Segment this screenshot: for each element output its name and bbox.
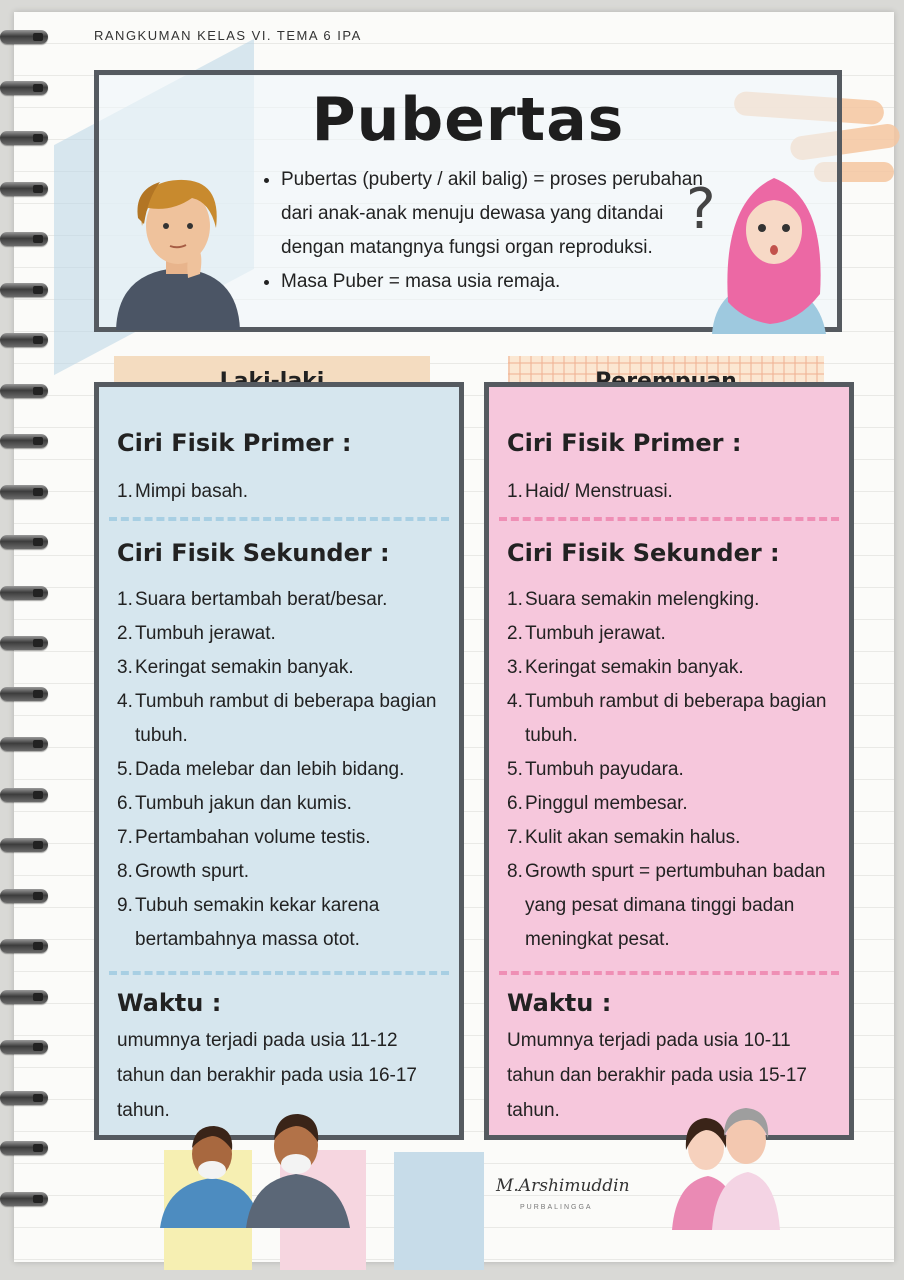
spiral-ring [0, 1192, 48, 1206]
spiral-binding [0, 30, 52, 1250]
spiral-ring [0, 535, 48, 549]
spiral-ring [0, 889, 48, 903]
list-item: 3. Keringat semakin banyak. [507, 657, 744, 678]
list-item: 2. Tumbuh jerawat. [117, 623, 276, 644]
list-item: 3. Keringat semakin banyak. [117, 657, 354, 678]
spiral-ring [0, 939, 48, 953]
blue-sticky-note [394, 1152, 484, 1270]
list-item: 8. Growth spurt. [117, 861, 250, 882]
male-secondary-list [117, 583, 457, 957]
list-item: 1. Mimpi basah. [117, 481, 248, 502]
female-secondary-list [507, 583, 847, 957]
dashed-divider [109, 517, 449, 521]
list-item: 7. Pertambahan volume testis. [117, 827, 371, 848]
list-item: 4. Tumbuh rambut di beberapa bagian tubuh. [117, 691, 437, 746]
question-mark: ? [686, 177, 716, 242]
spiral-ring [0, 838, 48, 852]
male-time-text: umumnya terjadi pada usia 11-12 tahun dan berakhir pada usia 16-17 tahun. [117, 1030, 418, 1121]
spiral-ring [0, 687, 48, 701]
list-item: 8. Growth spurt = pertumbuhan badan yang pesat dimana tinggi badan meningkat pesat. [507, 861, 826, 950]
spiral-ring [0, 485, 48, 499]
thinking-boy-illustration [108, 168, 248, 330]
spiral-ring [0, 131, 48, 145]
intro-bullet: • Masa Puber = masa usia remaja. [281, 265, 711, 299]
spiral-ring [0, 990, 48, 1004]
list-item: 1. Haid/ Menstruasi. [507, 481, 673, 502]
female-secondary-title: Ciri Fisik Sekunder : [507, 539, 780, 567]
list-item: 7. Kulit akan semakin halus. [507, 827, 741, 848]
spiral-ring [0, 586, 48, 600]
spiral-ring [0, 333, 48, 347]
spiral-ring [0, 434, 48, 448]
spiral-ring [0, 81, 48, 95]
intro-bullet-list [259, 163, 711, 299]
list-item: 9. Tubuh semakin kekar karena bertambahnya massa otot. [117, 895, 380, 950]
hijab-girl-illustration [686, 162, 842, 334]
intro-bullet: • Pubertas (puberty / akil balig) = proses perubahan dari anak-anak menuju dewasa yang ditandai dengan matangnya fungsi organ reproduksi. [281, 163, 711, 265]
spiral-ring [0, 30, 48, 44]
list-item: 4. Tumbuh rambut di beberapa bagian tubuh. [507, 691, 827, 746]
spiral-ring [0, 737, 48, 751]
male-primary-list [117, 475, 457, 509]
spiral-ring [0, 283, 48, 297]
grandma-girl-illustration [672, 1098, 780, 1230]
spiral-ring [0, 182, 48, 196]
spiral-ring [0, 1091, 48, 1105]
spiral-ring [0, 232, 48, 246]
spiral-ring [0, 384, 48, 398]
list-item: 5. Dada melebar dan lebih bidang. [117, 759, 405, 780]
male-panel [94, 382, 464, 1140]
shaving-boys-illustration [160, 1108, 350, 1228]
signature: M.Arshimuddin [496, 1176, 630, 1196]
female-primary-title: Ciri Fisik Primer : [507, 429, 742, 457]
list-item: 6. Tumbuh jakun dan kumis. [117, 793, 352, 814]
list-item: 2. Tumbuh jerawat. [507, 623, 666, 644]
female-time-text: Umumnya terjadi pada usia 10-11 tahun dan berakhir pada usia 15-17 tahun. [507, 1030, 808, 1121]
list-item: 5. Tumbuh payudara. [507, 759, 684, 780]
dashed-divider [499, 971, 839, 975]
header-label: RANGKUMAN KELAS VI. TEMA 6 IPA [94, 28, 362, 43]
female-time-title: Waktu : [507, 989, 612, 1017]
male-time-title: Waktu : [117, 989, 222, 1017]
spiral-ring [0, 1141, 48, 1155]
spiral-ring [0, 788, 48, 802]
dashed-divider [109, 971, 449, 975]
list-item: 6. Pinggul membesar. [507, 793, 688, 814]
list-item: 1. Suara semakin melengking. [507, 589, 760, 610]
female-panel [484, 382, 854, 1140]
page-title: Pubertas [311, 85, 625, 155]
spiral-ring [0, 636, 48, 650]
male-secondary-title: Ciri Fisik Sekunder : [117, 539, 390, 567]
male-primary-title: Ciri Fisik Primer : [117, 429, 352, 457]
list-item: 1. Suara bertambah berat/besar. [117, 589, 388, 610]
signature-location: PURBALINGGA [520, 1204, 593, 1211]
dashed-divider [499, 517, 839, 521]
female-primary-list [507, 475, 847, 509]
spiral-ring [0, 1040, 48, 1054]
